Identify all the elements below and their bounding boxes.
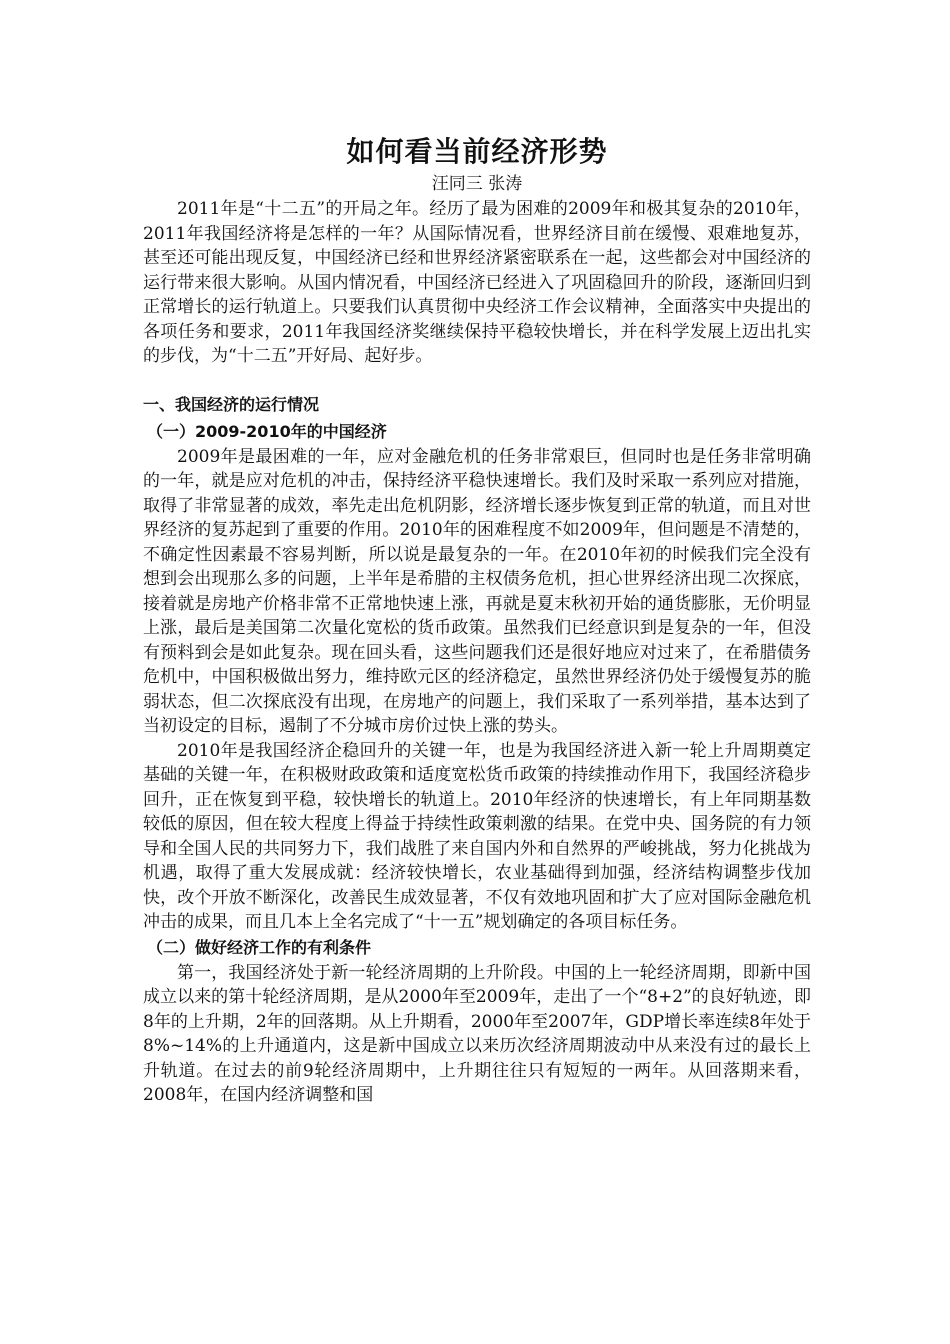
subsection-2-paragraph-1: 第一，我国经济处于新一轮经济周期的上升阶段。中国的上一轮经济周期，即新中国成立以来的第十轮经济周期，是从2000年至2009年，走出了一个“8+2”的良好轨迹，即8年的上升期，2年的回落期。从上升期看，2000年至2007年，GDP增长率连续8年处于8%~14%的上升通道内，这是新中国成立以来历次经济周期波动中从来没有过的最长上升轨道。在过去的前9轮经济周期中，上升期往往只有短短的一两年。从回落期来看，2008年，在国内经济调整和国 (143, 962, 811, 1105)
document-authors: 汪同三 张涛 (431, 174, 523, 194)
subsection-heading-2: （二）做好经济工作的有利条件 (147, 937, 372, 957)
subsection-1-paragraph-1: 2009年是最困难的一年，应对金融危机的任务非常艰巨，但同时也是任务非常明确的一年，就是应对危机的冲击，保持经济平稳快速增长。我们及时采取一系列应对措施，取得了非常显著的成效，率先走出危机阴影，经济增长逐步恢复到正常的轨道，而且对世界经济的复苏起到了重要的作用。2010年的困难程度不如2009年，但问题是不清楚的，不确定性因素最不容易判断，所以说是最复杂的一年。在2010年初的时候我们完全没有想到会出现那么多的问题，上半年是希腊的主权债务危机，担心世界经济出现二次探底，接着就是房地产价格非常不正常地快速上涨，再就是夏末秋初开始的通货膨胀，无价明显上涨，最后是美国第二次量化宽松的货币政策。虽然我们已经意识到是复杂的一年，但没有预料到会是如此复杂。现在回头看，这些问题我们还是很好地应对过来了，在希腊债务危机中，中国积极做出努力，维持欧元区的经济稳定，虽然世界经济仍处于缓慢复苏的脆弱状态，但二次探底没有出现，在房地产的问题上，我们采取了一系列举措，基本达到了当初设定的目标，遏制了不分城市房价过快上涨的势头。 (143, 446, 811, 736)
subsection-heading-1: （一）2009-2010年的中国经济 (147, 421, 387, 441)
document-body (143, 132, 811, 1108)
subsection-1-paragraph-2: 2010年是我国经济企稳回升的关键一年，也是为我国经济进入新一轮上升周期奠定基础的关键一年，在积极财政政策和适度宽松货币政策的持续推动作用下，我国经济稳步回升，正在恢复到平稳，较快增长的轨道上。2010年经济的快速增长，有上年同期基数较低的原因，但在较大程度上得益于持续性政策刺激的结果。在党中央、国务院的有力领导和全国人民的共同努力下，我们战胜了来自国内外和自然界的严峻挑战，努力化挑战为机遇，取得了重大发展成就：经济较快增长，农业基础得到加强，经济结构调整步伐加快，改个开放不断深化，改善民生成效显著，不仅有效地巩固和扩大了应对国际金融危机冲击的成果，而且几本上全名完成了“十一五”规划确定的各项目标任务。 (143, 740, 811, 932)
intro-paragraph: 2011年是“十二五”的开局之年。经历了最为困难的2009年和极其复杂的2010年，2011年我国经济将是怎样的一年？从国际情况看，世界经济目前在缓慢、艰难地复苏，甚至还可能出现反复，中国经济已经和世界经济紧密联系在一起，这些都会对中国经济的运行带来很大影响。从国内情况看，中国经济已经进入了巩固稳回升的阶段，逐渐回归到正常增长的运行轨道上。只要我们认真贯彻中央经济工作会议精神，全面落实中央提出的各项任务和要求，2011年我国经济奖继续保持平稳较快增长，并在科学发展上迈出扎实的步伐，为“十二五”开好局、起好步。 (143, 199, 811, 366)
document-title: 如何看当前经济形势 (346, 135, 608, 168)
section-spacer (143, 369, 811, 391)
section-heading-1: 一、我国经济的运行情况 (143, 394, 320, 414)
